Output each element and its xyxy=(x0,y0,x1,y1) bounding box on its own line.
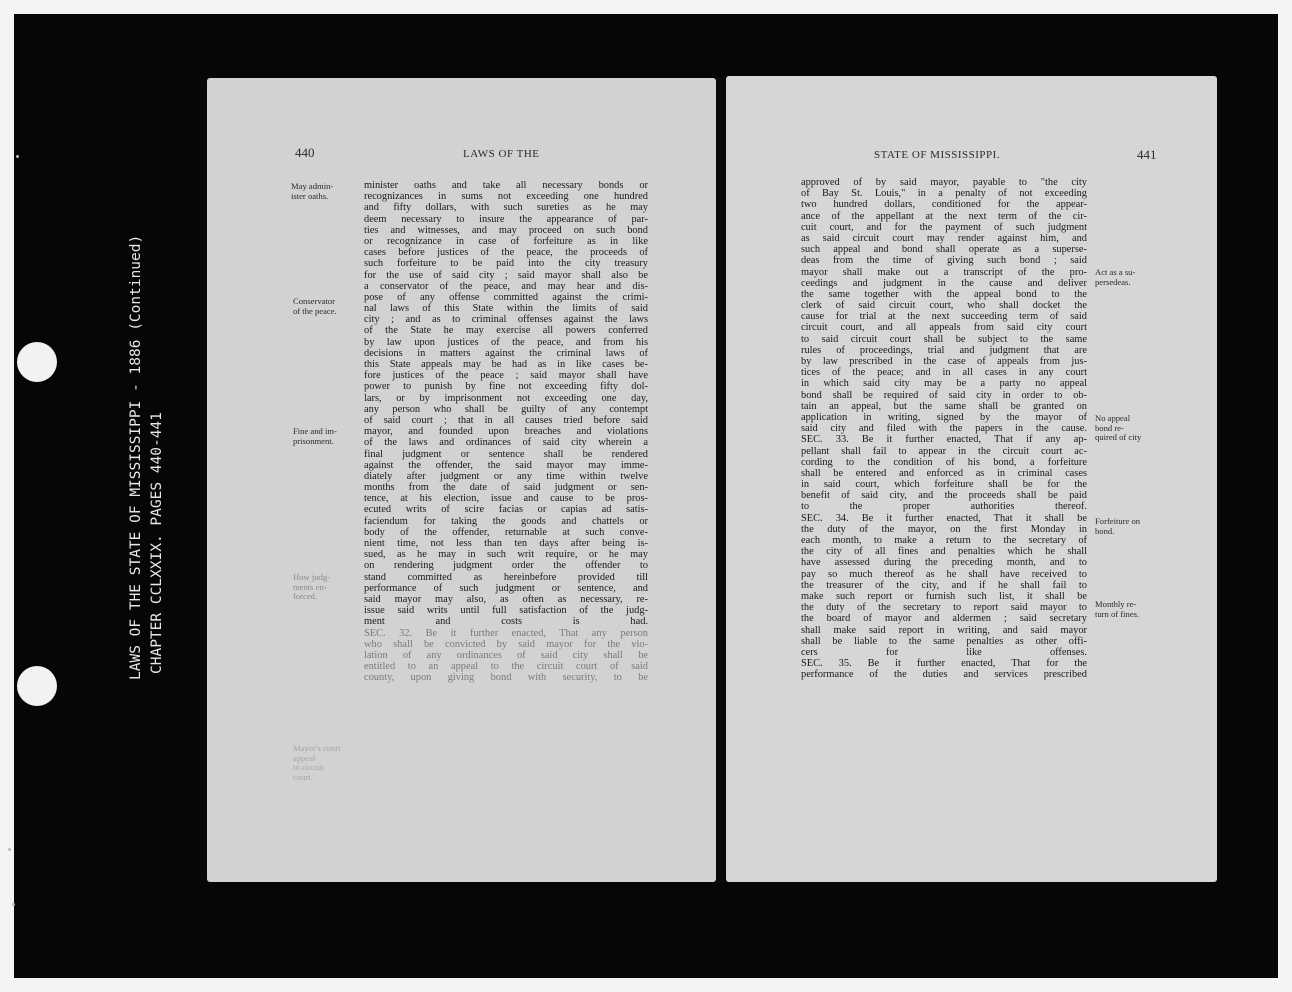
margin-note-forfeiture-on-bond: Forfeiture on bond. xyxy=(1095,516,1141,536)
left-page-body xyxy=(364,180,648,683)
text-line: bond shall be required of said city in order to ob- xyxy=(801,389,1087,401)
text-line: performance of the duties and services prescribed xyxy=(801,669,1087,681)
left-running-head: LAWS OF THE xyxy=(463,148,540,160)
left-page-number: 440 xyxy=(295,145,315,160)
text-line: ment and costs is had. xyxy=(364,616,648,628)
reel-label-line-2: CHAPTER CCLXXIX. PAGES 440-441 xyxy=(149,412,165,674)
text-line: on rendering judgment order the offender to xyxy=(364,560,648,572)
film-punch-hole-upper xyxy=(17,342,57,382)
text-line: approved of by said mayor, payable to "the city xyxy=(801,177,1087,188)
text-line: pose of any offense committed against the crimi- xyxy=(364,291,648,303)
text-line: by law upon justices of the peace, and from his xyxy=(364,336,648,348)
text-line: said city and filed with the papers in the cause. xyxy=(801,423,1087,435)
text-line: cases before justices of the peace, the proceeds of xyxy=(364,247,648,259)
text-line: ties and witnesses, and may proceed on such bond xyxy=(364,224,648,236)
text-line: diately after judgment or any time within twelve xyxy=(364,470,648,482)
text-line: to the proper authorities thereof. xyxy=(801,501,1087,513)
text-line: ance of the appellant at the next term of the cir- xyxy=(801,210,1087,222)
text-line: rules of proceedings, trial and judgment that are xyxy=(801,344,1087,356)
text-line: pay so much thereof as he shall have received to xyxy=(801,568,1087,580)
text-line: fore justices of the peace ; said mayor shall have xyxy=(364,370,648,382)
book-gutter xyxy=(716,76,726,882)
text-line: or recognizance in case of forfeiture as in like xyxy=(364,235,648,247)
text-line: pellant shall fail to appear in the circuit court ac- xyxy=(801,445,1087,457)
text-line: cause for trial at the next succeeding term of said xyxy=(801,311,1087,323)
text-line: the same together with the appeal bond to the xyxy=(801,288,1087,300)
text-line: lation of any ordinances of said city shall be xyxy=(364,649,648,661)
text-line: deas from the time of giving such bond ; said xyxy=(801,255,1087,267)
film-frame-top xyxy=(0,0,1292,14)
margin-note-judgments-enforced: How judg- ments en- forced. xyxy=(293,572,330,601)
text-line: lars, or by imprisonment not exceeding one day, xyxy=(364,392,648,404)
margin-note-administer-oaths: May admin- ister oaths. xyxy=(291,181,334,201)
margin-note-monthly-return: Monthly re- turn of fines. xyxy=(1095,599,1140,619)
text-line: mayor, and founded upon breaches and violations xyxy=(364,426,648,438)
text-line: mayor shall make out a transcript of the pro- xyxy=(801,266,1087,278)
text-line: such appeal and bond shall operate as a superse- xyxy=(801,244,1087,256)
text-line: as said circuit court may render against him, and xyxy=(801,232,1087,244)
text-line: body of the offender, returnable at such conve- xyxy=(364,526,648,538)
text-line: faciendum for taking the goods and chattels or xyxy=(364,515,648,527)
dust-speck xyxy=(12,903,15,906)
text-line: have assessed during the preceding month, and to xyxy=(801,557,1087,569)
text-line: cording to the condition of his bond, a forfeiture xyxy=(801,456,1087,468)
film-frame-right xyxy=(1278,0,1292,992)
text-line: cuit court, and for the payment of such judgment xyxy=(801,221,1087,233)
dust-speck xyxy=(16,155,19,158)
text-line: recognizances in sums not exceeding one hundred xyxy=(364,191,648,203)
text-line: application in writing, signed by the mayor of xyxy=(801,411,1087,423)
text-line: this State appeals may be had as in like cases be- xyxy=(364,359,648,370)
text-line: shall be entered and enforced as in criminal cases xyxy=(801,467,1087,479)
text-line: for the use of said city ; said mayor shall also be xyxy=(364,269,648,281)
text-line: months from the date of said judgment or sen- xyxy=(364,482,648,494)
text-line: SEC. 35. Be it further enacted, That for the xyxy=(801,658,1087,670)
margin-note-conservator: Conservator of the peace. xyxy=(293,296,337,316)
text-line: ceedings and judgment in the cause and deliver xyxy=(801,277,1087,289)
text-line: performance of such judgment or sentence, and xyxy=(364,582,648,594)
text-line: decisions in matters against the criminal laws of xyxy=(364,347,648,359)
margin-note-supersedeas: Act as a su- persedeas. xyxy=(1095,267,1136,287)
text-line: and fifty dollars, with such sureties as he may xyxy=(364,202,648,214)
text-line: issue said writs until full satisfaction of the judg- xyxy=(364,605,648,617)
text-line: in which said city may be a party no appeal xyxy=(801,378,1087,390)
dust-speck xyxy=(8,848,11,851)
text-line: the duty of the secretary to report said mayor to xyxy=(801,602,1087,614)
margin-note-no-appeal-bond: No appeal bond re- quired of city xyxy=(1095,413,1142,442)
text-line: the treasurer of the city, and if he shall fail to xyxy=(801,579,1087,591)
text-line: by law prescribed in the case of appeals from jus- xyxy=(801,356,1087,367)
right-page xyxy=(726,76,1217,882)
text-line: minister oaths and take all necessary bonds or xyxy=(364,180,648,191)
text-line: SEC. 33. Be it further enacted, That if any ap- xyxy=(801,434,1087,446)
text-line: shall make said report in writing, and said mayor xyxy=(801,624,1087,636)
film-punch-hole-lower xyxy=(17,666,57,706)
text-line: of Bay St. Louis," in a penalty of not exceeding xyxy=(801,188,1087,200)
text-line: tence, at his election, issue and cause to be pros- xyxy=(364,493,648,505)
text-line: circuit court, and all appeals from said city court xyxy=(801,322,1087,334)
film-frame-left xyxy=(0,0,14,992)
text-line: make such report or furnish such list, it shall be xyxy=(801,590,1087,602)
text-line: said mayor may also, as often as necessary, re- xyxy=(364,593,648,605)
right-page-body xyxy=(801,177,1087,680)
text-line: deem necessary to insure the appearance of par- xyxy=(364,213,648,225)
text-line: tain an appeal, but the same shall be granted on xyxy=(801,400,1087,412)
text-line: the board of mayor and aldermen ; said secretary xyxy=(801,613,1087,625)
text-line: two hundred dollars, conditioned for the appear- xyxy=(801,199,1087,211)
text-line: sued, as he may in such writ require, or he may xyxy=(364,549,648,561)
text-line: each month, to make a return to the secretary of xyxy=(801,535,1087,546)
text-line: to said circuit court shall be subject to the same xyxy=(801,333,1087,345)
text-line: SEC. 34. Be it further enacted, That it shall be xyxy=(801,512,1087,524)
text-line: benefit of said city, and the proceeds shall be paid xyxy=(801,490,1087,502)
text-line: such forfeiture to be paid into the city treasury xyxy=(364,258,648,270)
text-line: final judgment or sentence shall be rendered xyxy=(364,448,648,460)
text-line: the city of all fines and penalties which he shall xyxy=(801,546,1087,558)
text-line: cers for like offenses. xyxy=(801,646,1087,658)
reel-label xyxy=(126,0,168,680)
text-line: entitled to an appeal to the circuit court of said xyxy=(364,661,648,673)
text-line: any person who shall be guilty of any contempt xyxy=(364,403,648,415)
text-line: city ; and as to criminal offenses against the laws xyxy=(364,314,648,326)
margin-note-fine-imprisonment: Fine and im- prisonment. xyxy=(293,426,337,446)
right-page-number: 441 xyxy=(1137,147,1157,162)
text-line: ecuted writs of scire facias or capias ad satis- xyxy=(364,504,648,516)
text-line: of said court ; that in all causes tried before said xyxy=(364,414,648,426)
text-line: stand committed as hereinbefore provided till xyxy=(364,571,648,583)
text-line: SEC. 32. Be it further enacted, That any person xyxy=(364,627,648,639)
text-line: who shall be convicted by said mayor for the vio- xyxy=(364,638,648,650)
text-line: in said court, which forfeiture shall be for the xyxy=(801,479,1087,491)
film-frame-bottom xyxy=(0,978,1292,992)
text-line: the duty of the mayor, on the first Monday in xyxy=(801,523,1087,535)
reel-label-line-1: LAWS OF THE STATE OF MISSISSIPPI - 1886 (Continued) xyxy=(128,234,144,680)
text-line: a conservator of the peace, and may hear and dis- xyxy=(364,280,648,292)
right-running-head: STATE OF MISSISSIPPI. xyxy=(874,149,1001,161)
text-line: power to punish by fine not exceeding fifty dol- xyxy=(364,381,648,393)
text-line: of the laws and ordinances of said city wherein a xyxy=(364,437,648,449)
text-line: nal laws of this State within the limits of said xyxy=(364,303,648,315)
margin-note-appeal: Mayor's court appeal to circuit court xyxy=(293,743,341,782)
text-line: nient time, not less than ten days after being is- xyxy=(364,538,648,549)
text-line: clerk of said circuit court, who shall docket the xyxy=(801,300,1087,312)
text-line: against the offender, the said mayor may imme- xyxy=(364,459,648,471)
left-page xyxy=(207,78,716,882)
text-line: tices of the peace; and in all cases in any court xyxy=(801,367,1087,379)
text-line: county, upon giving bond with security, to be xyxy=(364,672,648,684)
text-line: shall be liable to the same penalties as other offi- xyxy=(801,635,1087,647)
text-line: of the State he may exercise all powers conferred xyxy=(364,325,648,337)
